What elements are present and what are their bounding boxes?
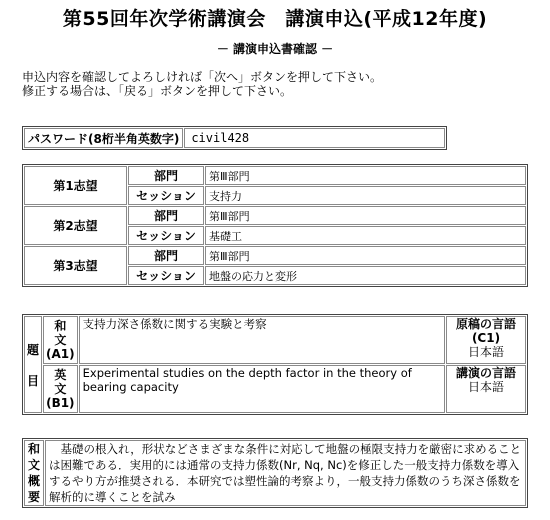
original-language-value: 日本語 — [467, 345, 504, 359]
choice-1-dept-label: 部門 — [128, 166, 204, 185]
title-side-bottom: 目 — [27, 373, 40, 388]
original-language-label: 原稿の言語 — [455, 317, 516, 331]
choice-2-session-label: セッション — [128, 226, 204, 245]
en-tag-char-1: 英 — [54, 368, 67, 382]
choice-3-label: 第3志望 — [24, 246, 127, 285]
abstract-side-char-3: 概 — [27, 474, 40, 488]
choice-1-dept: 第Ⅲ部門 — [205, 166, 526, 185]
jp-title: 支持力深さ係数に関する実験と考察 — [79, 316, 445, 364]
abstract-side-char-4: 要 — [27, 490, 40, 504]
abstract-side-char-1: 和 — [27, 442, 40, 456]
password-table — [22, 126, 447, 150]
title-side-label — [24, 316, 42, 413]
talk-language-label: 講演の言語 — [455, 366, 516, 380]
en-tag — [43, 365, 78, 413]
jp-tag-char-1: 和 — [54, 319, 67, 333]
talk-language-value: 日本語 — [467, 380, 504, 394]
original-language-box — [446, 316, 526, 364]
en-title: Experimental studies on the depth factor in the theory of bearing capacity — [79, 365, 445, 413]
password-value: civil428 — [184, 128, 445, 148]
jp-tag — [43, 316, 78, 364]
paper-title-table — [22, 314, 528, 415]
choice-3-session-label: セッション — [128, 266, 204, 285]
en-tag-char-2: 文 — [54, 382, 67, 396]
choice-2-label: 第2志望 — [24, 206, 127, 245]
choice-3-dept: 第Ⅲ部門 — [205, 246, 526, 265]
choice-3-dept-label: 部門 — [128, 246, 204, 265]
choice-2-session: 基礎工 — [205, 226, 526, 245]
choice-1-label: 第1志望 — [24, 166, 127, 205]
abstract-side-label — [24, 440, 44, 506]
page-title: 第55回年次学術講演会 講演申込(平成12年度) — [62, 8, 488, 30]
choice-table — [22, 164, 528, 287]
instruction-line-1: 申込内容を確認してよろしければ「次へ」ボタンを押して下さい。 — [22, 70, 383, 84]
password-label: パスワード(8桁半角英数字) — [24, 128, 183, 148]
jp-tag-code: (A1) — [46, 347, 75, 361]
original-language-code: (C1) — [471, 331, 501, 345]
page-subtitle: － 講演申込書確認 － — [216, 42, 334, 56]
choice-2-dept-label: 部門 — [128, 206, 204, 225]
choice-1-session-label: セッション — [128, 186, 204, 205]
en-tag-code: (B1) — [46, 396, 75, 410]
abstract-side-char-2: 文 — [27, 458, 40, 472]
choice-3-session: 地盤の応力と変形 — [205, 266, 526, 285]
title-side-top: 題 — [27, 342, 40, 357]
abstract-table — [22, 438, 528, 508]
talk-language-box — [446, 365, 526, 413]
abstract-text: 基礎の根入れ，形状などさまざまな条件に対応して地盤の極限支持力を厳密に求めることは困難である．実用的には通常の支持力係数(Nr, Nq, Nc)を修正した一般支持力係数を導入するやり方が推奨される．本研究では塑性論的考察より，一般支持力係数のうち深さ係数を解析的に導くことを試み — [45, 440, 526, 506]
choice-2-dept: 第Ⅲ部門 — [205, 206, 526, 225]
jp-tag-char-2: 文 — [54, 333, 67, 347]
choice-1-session: 支持力 — [205, 186, 526, 205]
instruction-line-2: 修正する場合は、「戻る」ボタンを押して下さい。 — [22, 84, 293, 98]
instructions — [22, 70, 382, 98]
